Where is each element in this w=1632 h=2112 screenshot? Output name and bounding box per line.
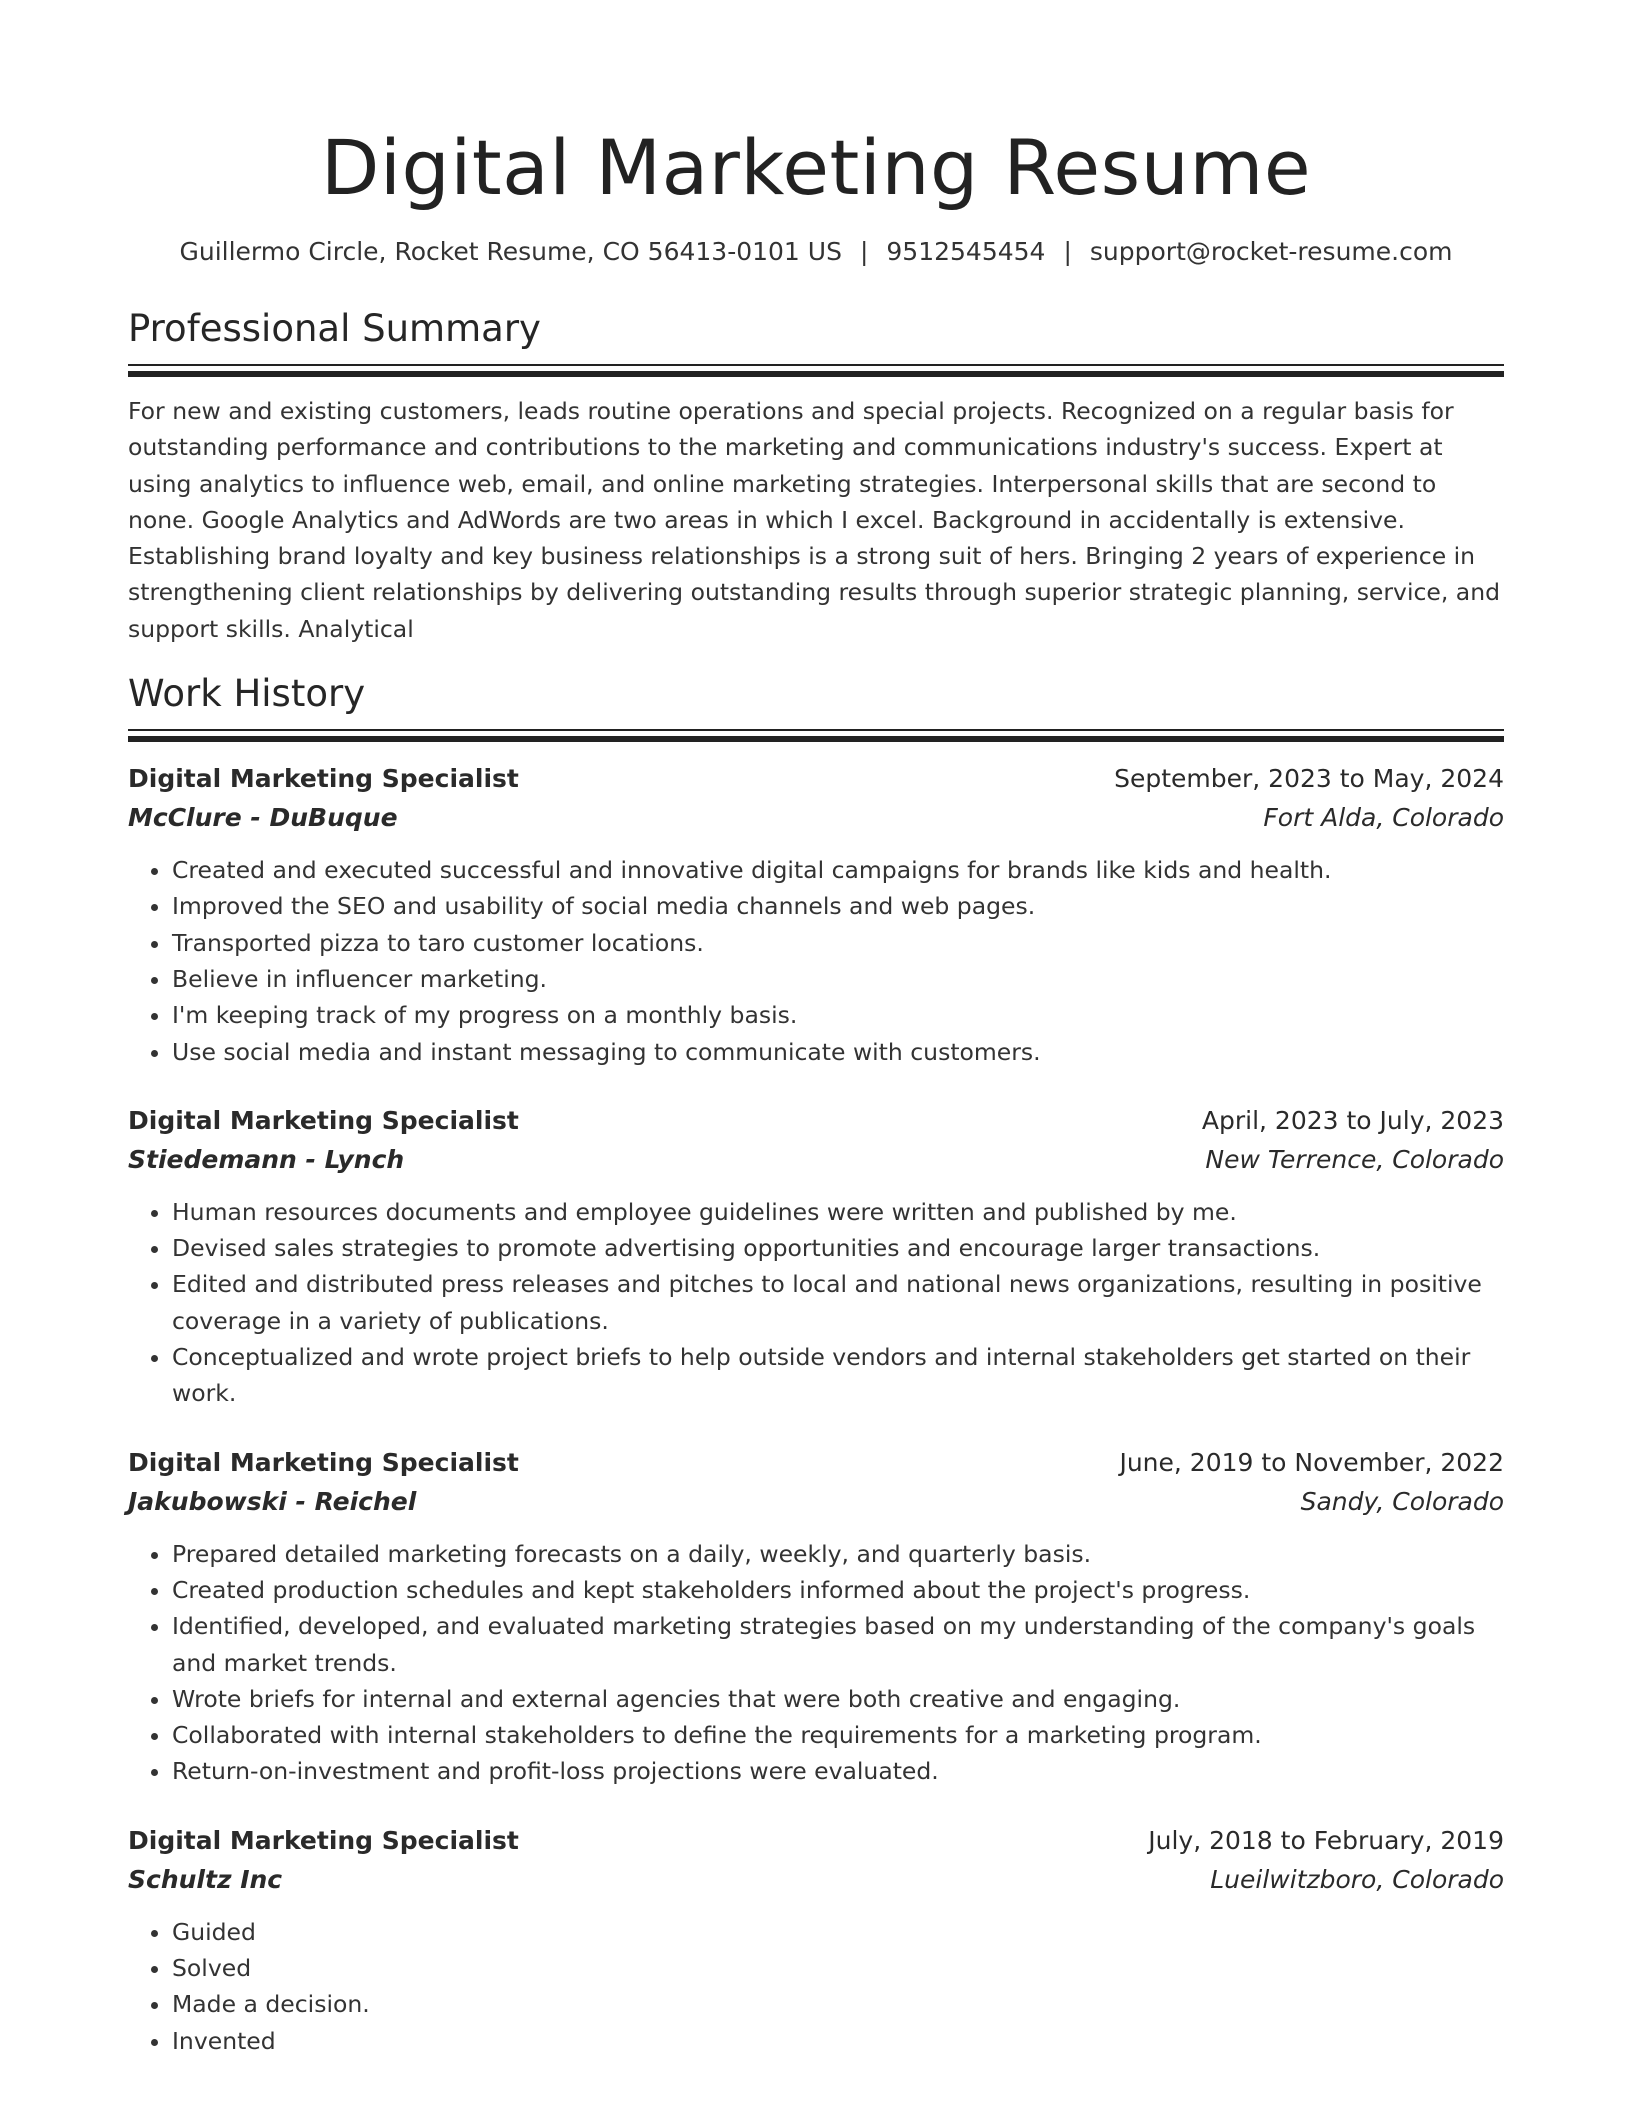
job-title: Digital Marketing Specialist [128,1447,519,1477]
job-header-row [128,1102,1504,1140]
section-rule-thick [128,736,1504,742]
job-bullet: • Edited and distributed press releases and pitches to local and national news organizations, resulting in positive coverage in a variety of publications. [172,1266,1504,1339]
job-company: Schultz Inc [128,1864,283,1894]
job-entry [128,1444,1504,1790]
section-rule-thin [128,729,1504,731]
job-bullet: • Created and executed successful and innovative digital campaigns for brands like kids and health. [172,852,1504,888]
job-bullet-list [128,1914,1504,2059]
job-company: Jakubowski - Reichel [128,1486,417,1516]
work-history-section [128,671,1504,2059]
job-bullet-list [128,1536,1504,1790]
job-bullet: • Prepared detailed marketing forecasts on a daily, weekly, and quarterly basis. [172,1536,1504,1572]
job-location: New Terrence, Colorado [1205,1144,1504,1174]
section-rule-thick [128,371,1504,377]
job-header-row [128,1444,1504,1482]
job-company-row [128,1140,1504,1180]
job-bullet: • Human resources documents and employee guidelines were written and published by me. [172,1194,1504,1230]
contact-phone: 9512545454 [886,237,1046,266]
job-bullet: • I'm keeping track of my progress on a monthly basis. [172,997,1504,1033]
resume-page [128,0,1504,2059]
job-title: Digital Marketing Specialist [128,764,519,794]
job-list [128,760,1504,2059]
resume-title: Digital Marketing Resume [320,123,1312,212]
job-dates: July, 2018 to February, 2019 [1148,1825,1504,1855]
contact-separator: | [859,237,869,266]
job-company-row [128,1482,1504,1522]
job-bullet: • Collaborated with internal stakeholders to define the requirements for a marketing program. [172,1717,1504,1753]
job-title: Digital Marketing Specialist [128,1825,519,1855]
job-bullet: • Invented [172,2023,1504,2059]
contact-email: support@rocket-resume.com [1089,237,1453,266]
job-location: Fort Alda, Colorado [1263,803,1504,833]
job-company-row [128,798,1504,838]
job-bullet: • Believe in influencer marketing. [172,961,1504,997]
summary-heading: Professional Summary [128,307,541,350]
job-bullet: • Use social media and instant messaging to communicate with customers. [172,1034,1504,1070]
job-bullet: • Made a decision. [172,1986,1504,2022]
job-entry [128,1102,1504,1412]
job-location: Lueilwitzboro, Colorado [1210,1864,1504,1894]
job-entry [128,760,1504,1070]
summary-section [128,306,1504,647]
job-header-row [128,760,1504,798]
job-bullet: • Created production schedules and kept stakeholders informed about the project's progress. [172,1572,1504,1608]
job-entry [128,1822,1504,2059]
job-bullet: • Devised sales strategies to promote advertising opportunities and encourage larger transactions. [172,1230,1504,1266]
section-rule-thin [128,364,1504,366]
job-bullet: • Guided [172,1914,1504,1950]
job-bullet: • Identified, developed, and evaluated marketing strategies based on my understanding of the company's goals and market trends. [172,1608,1504,1681]
job-bullet: • Transported pizza to taro customer locations. [172,925,1504,961]
job-bullet: • Return-on-investment and profit-loss projections were evaluated. [172,1753,1504,1789]
summary-text: For new and existing customers, leads routine operations and special projects. Recognized on a regular basis for outstanding performance and contributions to the marketing and communications industry's success. Expert at using analytics to influence web, email, and online marketing strategies. Interpersonal skills that are second to none. Google Analytics and AdWords are two areas in which I excel. Background in accidentally is extensive. Establishing brand loyalty and key business relationships is a strong suit of hers. Bringing 2 years of experience in strengthening client relationships by delivering outstanding results through superior strategic planning, service, and support skills. Analytical [128,397,1501,643]
job-dates: September, 2023 to May, 2024 [1114,764,1504,794]
job-bullet: • Conceptualized and wrote project briefs to help outside vendors and internal stakeholders get started on their work. [172,1339,1504,1412]
contact-separator: | [1063,237,1072,266]
job-bullet-list [128,1194,1504,1412]
job-bullet: • Wrote briefs for internal and external agencies that were both creative and engaging. [172,1681,1504,1717]
job-company: Stiedemann - Lynch [128,1144,405,1174]
contact-line [128,236,1504,268]
job-company-row [128,1860,1504,1900]
job-bullet: • Solved [172,1950,1504,1986]
job-location: Sandy, Colorado [1300,1486,1504,1516]
job-company: McClure - DuBuque [128,803,398,833]
job-dates: April, 2023 to July, 2023 [1201,1105,1504,1135]
job-bullet-list [128,852,1504,1070]
job-bullet: • Improved the SEO and usability of social media channels and web pages. [172,888,1504,924]
job-dates: June, 2019 to November, 2022 [1119,1447,1504,1477]
work-history-heading: Work History [128,672,366,716]
job-title: Digital Marketing Specialist [128,1105,519,1135]
contact-address: Guillermo Circle, Rocket Resume, CO 56413-0101 US [179,237,842,266]
job-header-row [128,1822,1504,1860]
